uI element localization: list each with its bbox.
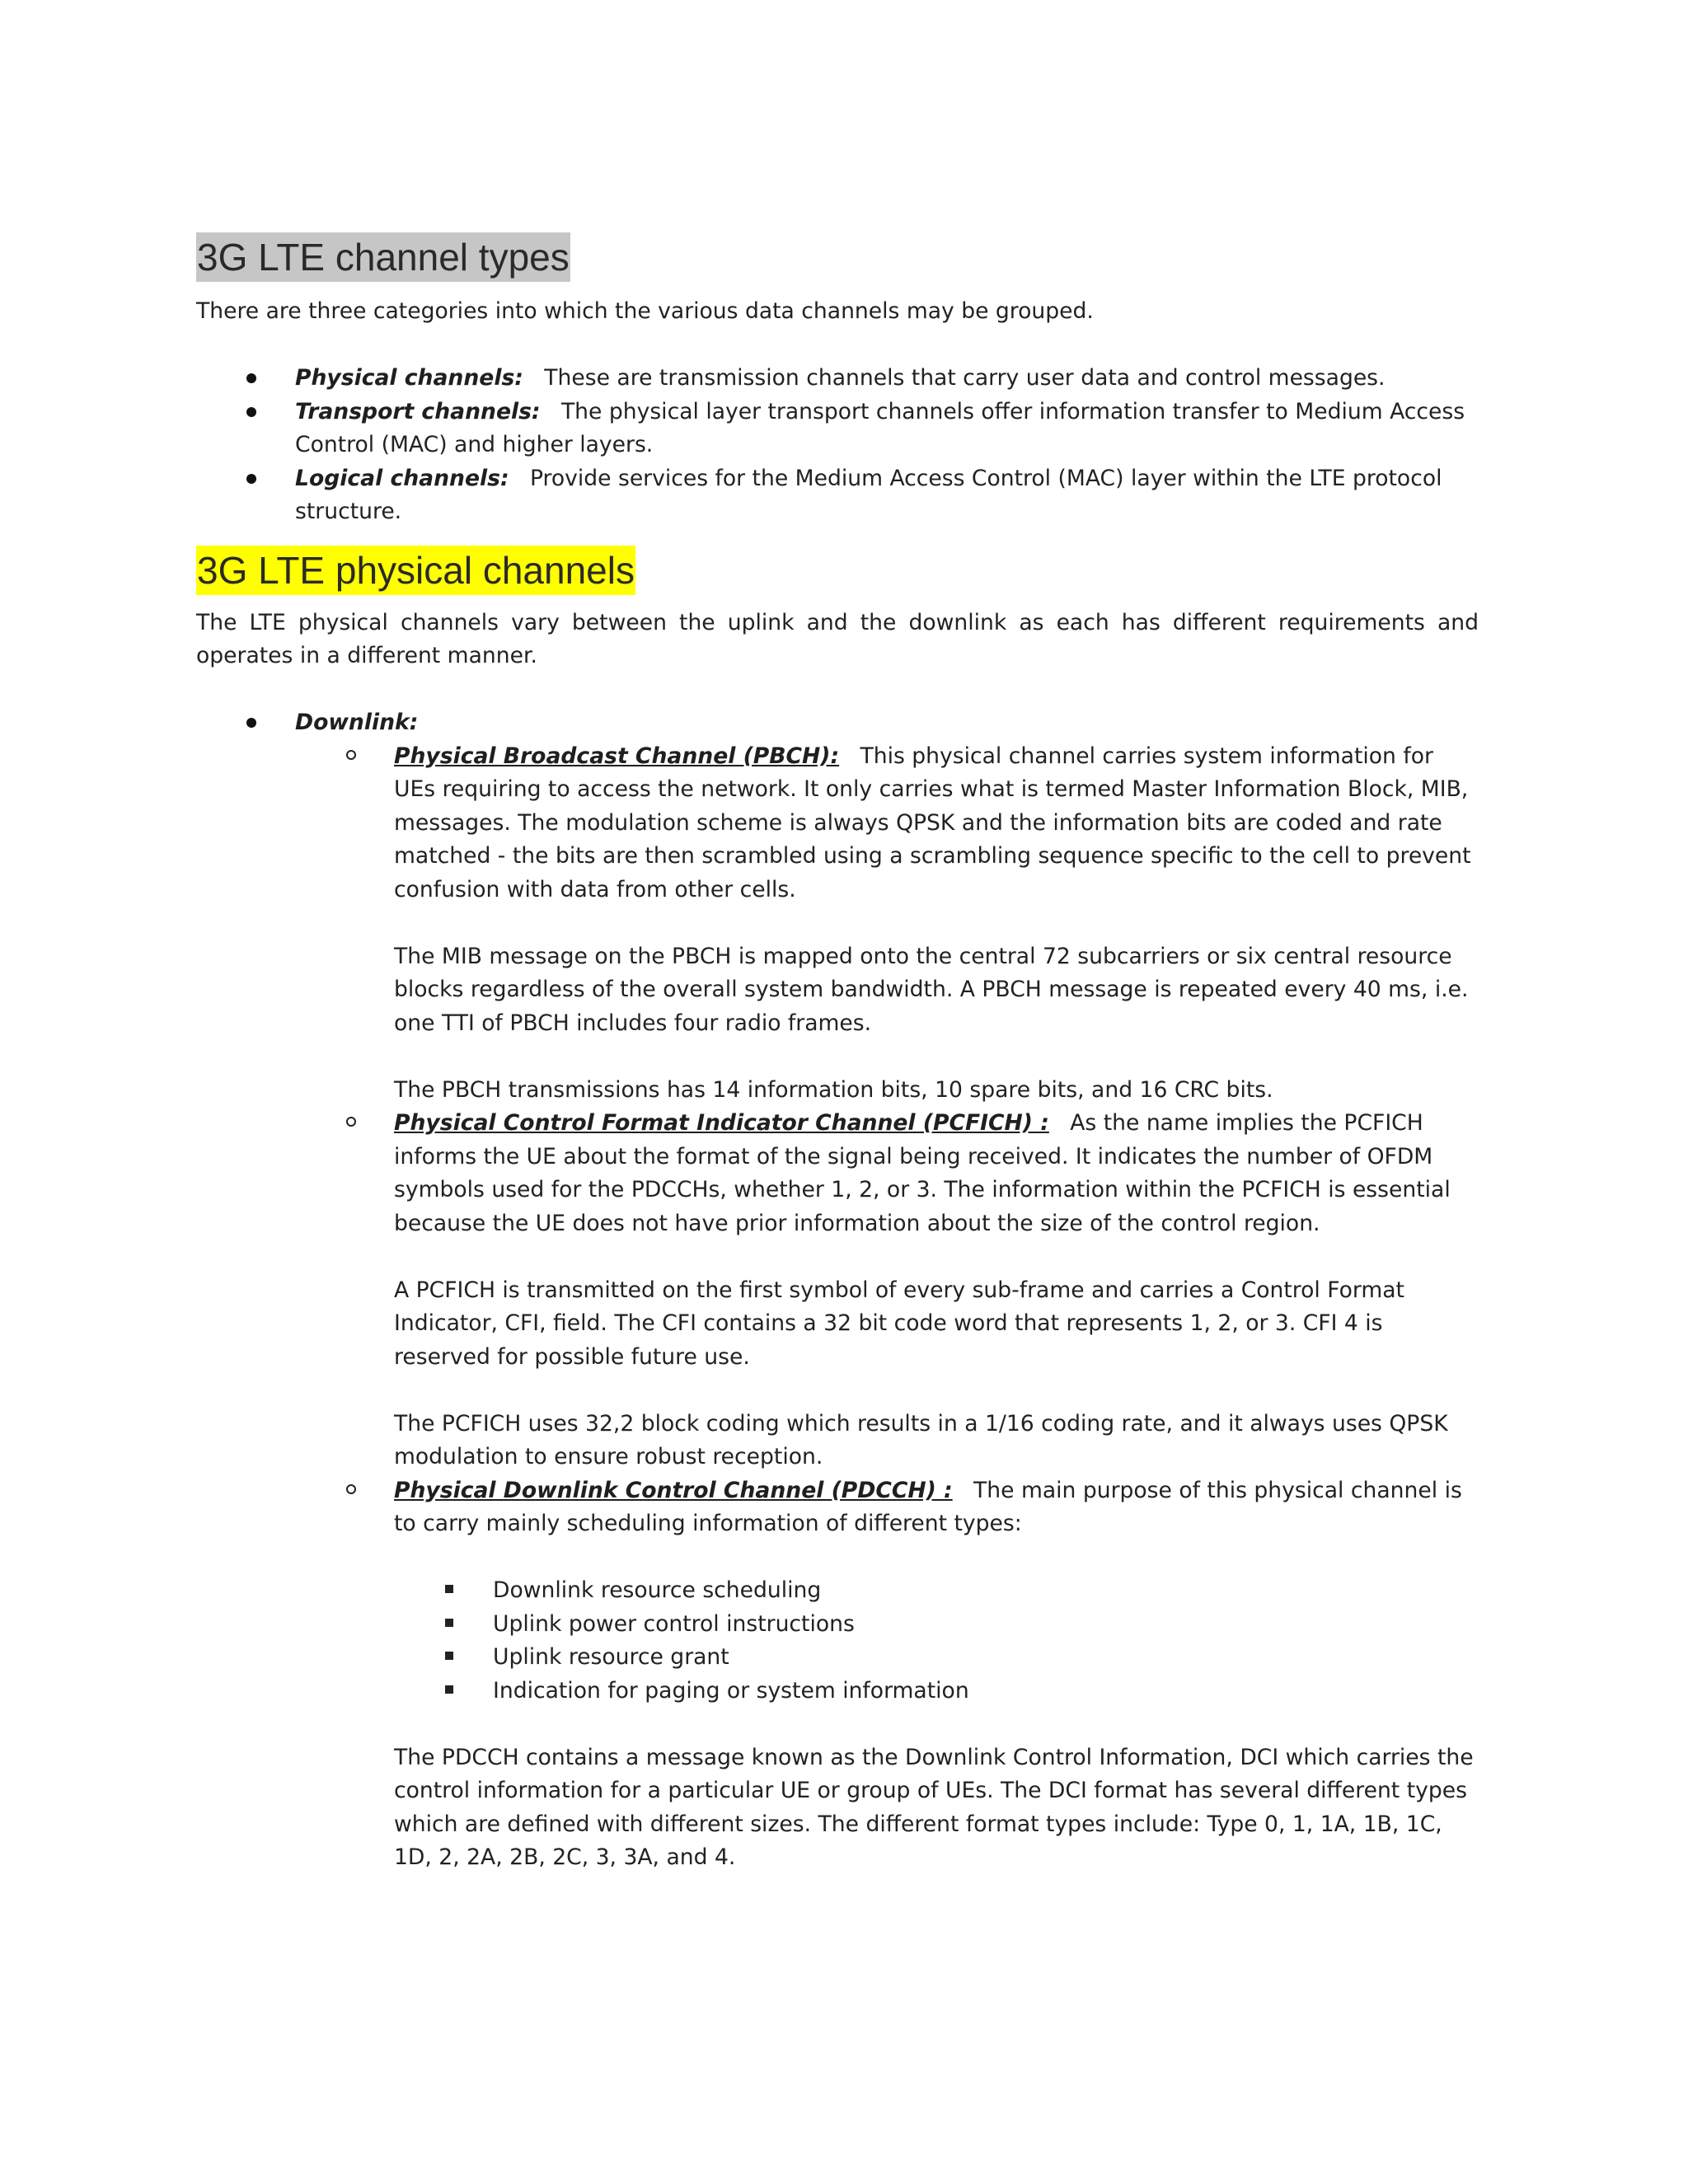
circle-bullet-icon — [346, 750, 356, 760]
list-item-logical — [196, 462, 1479, 529]
subitem-text: Downlink resource scheduling — [493, 1577, 822, 1603]
channel-term: Physical Control Format Indicator Channel (PCFICH) : — [394, 1110, 1049, 1136]
item-text: Provide services for the Medium Access Control (MAC) layer within the LTE protocol structure. — [295, 465, 1442, 524]
bullet-icon — [246, 407, 256, 417]
bullet-icon — [246, 474, 256, 484]
channel-term: Physical Downlink Control Channel (PDCCH) : — [394, 1477, 953, 1503]
channel-text: This physical channel carries system information for UEs requiring to access the network. It only carries what is termed Master Information Block, MIB, messages. The modulation scheme is always QPSK and the information bits are coded and rate matched - the bits are then scrambled using a scrambling sequence specific to the cell to prevent confusion with data from other cells. — [394, 743, 1471, 902]
subitem-text: Uplink resource grant — [493, 1644, 729, 1670]
channel-item-pcfich — [295, 1107, 1479, 1474]
section-heading-channel-types: 3G LTE channel types — [196, 232, 570, 282]
square-bullet-icon — [445, 1585, 453, 1593]
channel-paragraph-3: The PBCH transmissions has 14 information bits, 10 spare bits, and 16 CRC bits. — [394, 1076, 1273, 1103]
channel-text: As the name implies the PCFICH informs the UE about the format of the signal being received. It indicates the number of OFDM symbols used for the PDCCHs, whether 1, 2, or 3. The information within the PCFICH is essential because the UE does not have prior information about the size of the control region. — [394, 1110, 1451, 1236]
term-label: Physical channels: — [295, 365, 523, 391]
term-label: Logical channels: — [295, 465, 509, 491]
item-text: These are transmission channels that carry user data and control messages. — [544, 365, 1386, 391]
channel-category-list — [196, 362, 1479, 529]
downlink-label: Downlink: — [295, 710, 419, 735]
section-heading-physical-channels: 3G LTE physical channels — [196, 546, 635, 595]
circle-bullet-icon — [346, 1117, 356, 1127]
channel-paragraph — [394, 1474, 1479, 1541]
channel-paragraph — [394, 1107, 1479, 1240]
downlink-channel-list — [295, 740, 1479, 1875]
direction-list — [196, 706, 1479, 1875]
square-bullet-icon — [445, 1619, 453, 1627]
pdcch-subitem-list — [394, 1574, 1479, 1708]
bullet-icon — [246, 718, 256, 728]
channel-paragraph-2: The PDCCH contains a message known as the Downlink Control Information, DCI which carries the control information for a particular UE or group of UEs. The DCI format has several different types which are defined with different sizes. The different format types include: Type 0, 1, 1A, 1B, 1C, 1D, 2, 2A, 2B, 2C, 3, 3A, and 4. — [394, 1744, 1474, 1870]
channel-paragraph-2: The MIB message on the PBCH is mapped onto the central 72 subcarriers or six central resource blocks regardless of the overall system bandwidth. A PBCH message is repeated every 40 ms, i.e. one TTI of PBCH includes four radio frames. — [394, 943, 1469, 1036]
channel-paragraph-2: A PCFICH is transmitted on the first symbol of every sub-frame and carries a Control Format Indicator, CFI, field. The CFI contains a 32 bit code word that represents 1, 2, or 3. CFI 4 is reserved for possible future use. — [394, 1277, 1404, 1370]
channel-term: Physical Broadcast Channel (PBCH): — [394, 743, 840, 769]
bullet-icon — [246, 373, 256, 383]
term-label: Transport channels: — [295, 398, 541, 424]
list-item — [394, 1675, 1479, 1708]
square-bullet-icon — [445, 1685, 453, 1694]
list-item — [394, 1574, 1479, 1608]
channel-item-pbch — [295, 740, 1479, 1108]
subitem-text: Indication for paging or system information — [493, 1677, 969, 1704]
circle-bullet-icon — [346, 1484, 356, 1494]
channel-item-pdcch — [295, 1474, 1479, 1875]
list-item — [394, 1641, 1479, 1675]
list-item-downlink — [196, 706, 1479, 1875]
item-text: The physical layer transport channels offer information transfer to Medium Access Control (MAC) and higher layers. — [295, 398, 1465, 457]
channel-paragraph-3: The PCFICH uses 32,2 block coding which results in a 1/16 coding rate, and it always uses QPSK modulation to ensure robust reception. — [394, 1410, 1448, 1469]
intro-paragraph: There are three categories into which the various data channels may be grouped. — [196, 298, 1094, 324]
channel-text: The main purpose of this physical channel is to carry mainly scheduling information of different types: — [394, 1477, 1462, 1536]
channel-paragraph — [394, 740, 1479, 907]
list-item — [394, 1608, 1479, 1642]
physical-intro-paragraph: The LTE physical channels vary between the uplink and the downlink as each has different requirements and operates in a different manner. — [196, 609, 1479, 668]
list-item-physical — [196, 362, 1479, 396]
square-bullet-icon — [445, 1652, 453, 1660]
document-page — [196, 232, 1479, 1875]
list-item-transport — [196, 396, 1479, 462]
subitem-text: Uplink power control instructions — [493, 1610, 855, 1637]
